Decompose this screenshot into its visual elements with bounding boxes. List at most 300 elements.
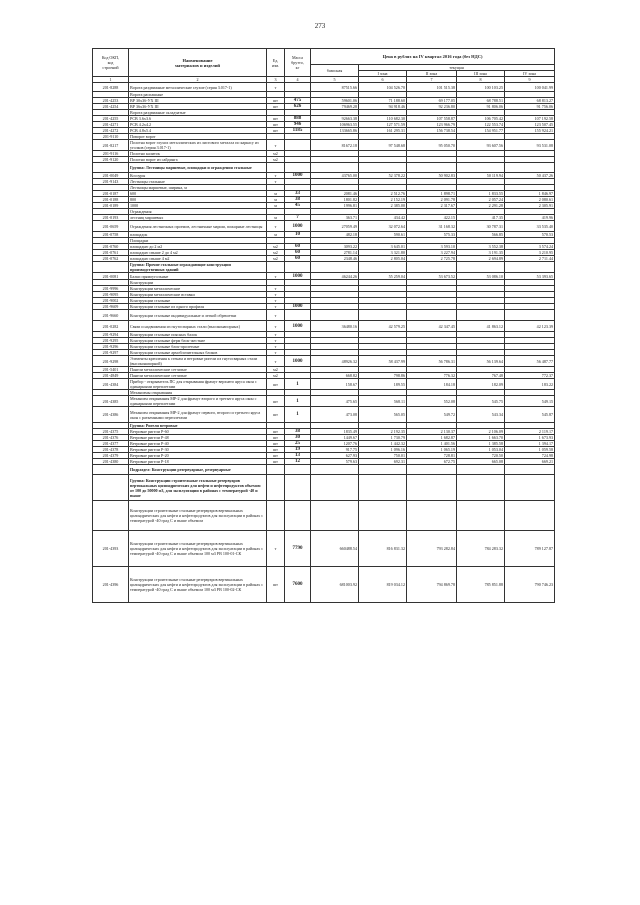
row-zone3: 2 106.09 (457, 429, 505, 435)
row-base: 2081.46 (311, 191, 359, 197)
row-base: 660488.54 (311, 531, 359, 567)
row-code: 201-9996 (93, 286, 129, 292)
row-unit: т (267, 286, 285, 292)
row-code: 201-9095 (93, 292, 129, 298)
row-code: 201-4376 (93, 435, 129, 441)
page-number: 273 (314, 22, 326, 30)
row-name: Панели металлические сетчатые (129, 373, 267, 379)
row-name: Конструкции (129, 280, 267, 286)
row-unit: м (267, 232, 285, 238)
table-group-row (93, 163, 555, 173)
row-zone3: 784 283.32 (457, 531, 505, 567)
row-mass: 60 (285, 244, 311, 250)
row-name: Прибор - открыватель ПС для открывания фрамуг верхнего яруса окон с одинарными переплетами (129, 379, 267, 390)
price-table (92, 48, 555, 603)
row-zone3: 91 806.06 (457, 104, 505, 110)
row-name: Ветровые ригели Р-48 (129, 435, 267, 441)
row-base: 2781.14 (311, 250, 359, 256)
row-code: 201-0758 (93, 232, 129, 238)
row-mass: 1000 (285, 273, 311, 280)
row-code: 201-9295 (93, 338, 129, 344)
row-unit: т (267, 356, 285, 367)
row-mass: 13 (285, 453, 311, 459)
row-name: Лестницы стальные (129, 179, 267, 185)
row-code: 201-4396 (93, 567, 129, 603)
row-zone1: 110 682.30 (359, 116, 407, 122)
row-code: 201-0187 (93, 191, 129, 197)
row-zone1: 3 321.80 (359, 250, 407, 256)
row-zone2: 69 177.05 (407, 98, 457, 104)
row-unit (267, 262, 285, 273)
row-zone2: 776.32 (407, 373, 457, 379)
row-code: 201-9143 (93, 179, 129, 185)
row-zone2: 50 902.83 (407, 173, 457, 179)
row-code: 201-0049 (93, 173, 129, 179)
row-base: 627.93 (311, 453, 359, 459)
row-zone1: 590.61 (359, 232, 407, 238)
row-code: 201-4385 (93, 396, 129, 407)
row-zone1: 97 548.68 (359, 140, 407, 151)
row-zone2: 2 130.37 (407, 429, 457, 435)
row-unit: шт (267, 441, 285, 447)
row-code: 201-9298 (93, 356, 129, 367)
row-mass: 60 (285, 256, 311, 262)
row-zone1: 71 188.60 (359, 98, 407, 104)
row-unit: т (267, 140, 285, 151)
header-price-title: Цена в рублях на IV квартал 2016 года (без НДС) (311, 49, 555, 65)
row-base (311, 501, 359, 531)
row-zone2 (407, 262, 457, 273)
row-name: Конструкции стальные поясных балок (129, 332, 267, 338)
row-zone2 (407, 501, 457, 531)
row-code (93, 501, 129, 531)
row-zone3 (457, 465, 505, 475)
row-zone4 (505, 262, 555, 273)
row-code: 201-0193 (93, 215, 129, 221)
row-zone3: 2 291.28 (457, 203, 505, 209)
table-row (93, 407, 555, 423)
row-name: Ветровые ригели Р-30 (129, 447, 267, 453)
row-zone1: 189.55 (359, 379, 407, 390)
header-code-line2: код (107, 60, 114, 65)
table-row (93, 221, 555, 232)
table-group-row (93, 475, 555, 501)
row-zone4 (505, 475, 555, 501)
header-zone-4: IV зона (505, 71, 555, 77)
row-zone4: 2 305.91 (505, 203, 555, 209)
row-base: 43765.00 (311, 173, 359, 179)
row-base: 1835.49 (311, 429, 359, 435)
row-zone2: 3 593.10 (407, 244, 457, 250)
row-zone3: 100 103.25 (457, 83, 505, 92)
row-code: 201-9660 (93, 310, 129, 321)
row-mass: 1000 (285, 321, 311, 332)
row-code (93, 262, 129, 273)
header-unit (267, 49, 285, 77)
row-name: лестниц маршевых (129, 215, 267, 221)
row-code: 201-0762 (93, 256, 129, 262)
row-mass (285, 475, 311, 501)
header-zone-1: I зона (359, 71, 407, 77)
col-num-8: 8 (457, 77, 505, 83)
col-num-9: 9 (505, 77, 555, 83)
row-unit: т (267, 173, 285, 179)
row-mass: 1000 (285, 173, 311, 179)
row-zone3: 50 119.94 (457, 173, 505, 179)
header-mass-line2: брутто, (291, 60, 304, 65)
row-name: площадок (129, 232, 267, 238)
table-row (93, 83, 555, 92)
row-base (311, 465, 359, 475)
row-base: 668.82 (311, 373, 359, 379)
row-name: Полотно калиток (129, 151, 267, 157)
row-zone4: 545.87 (505, 407, 555, 423)
row-name: Ограждения лестничных проемов, лестничные марши, пожарные лестницы (129, 221, 267, 232)
row-code: 201-9609 (93, 304, 129, 310)
row-zone3: 3 552.38 (457, 244, 505, 250)
row-mass: 1 (285, 396, 311, 407)
row-zone4: 56 487.77 (505, 356, 555, 367)
row-name: Элементы крепления к стенам и ветровые ригели из гнутосварных стали (высоконапорной) (129, 356, 267, 367)
row-unit: шт (267, 122, 285, 128)
row-name: Ветровые ригели Р-20 (129, 453, 267, 459)
row-zone3: 545.75 (457, 396, 505, 407)
row-base: 92663.38 (311, 116, 359, 122)
row-zone1: 2 512.76 (359, 191, 407, 197)
row-zone1: 692.31 (359, 459, 407, 465)
table-row (93, 273, 555, 280)
row-base: 87515.66 (311, 83, 359, 92)
row-zone3 (457, 501, 505, 531)
row-name: Ворота раздвижные складчатые (129, 110, 267, 116)
row-unit: шт (267, 407, 285, 423)
row-name: Ворота раздвижные металлические глухие (серия 3.017-1) (129, 83, 267, 92)
row-mass (285, 310, 311, 321)
row-zone3: 2 057.24 (457, 197, 505, 203)
row-base: 3093.22 (311, 244, 359, 250)
row-zone2: 1 065.19 (407, 447, 457, 453)
row-unit: шт (267, 447, 285, 453)
row-zone1: 161 295.31 (359, 128, 407, 134)
row-name: Конструкции стальные ферм блок-жесткие (129, 338, 267, 344)
col-num-6: 6 (359, 77, 407, 83)
row-mass: 626 (285, 104, 311, 110)
row-zone4: 53 393.65 (505, 273, 555, 280)
row-unit: шт (267, 116, 285, 122)
row-base: 473.08 (311, 407, 359, 423)
row-zone3: 122 553.74 (457, 122, 505, 128)
row-mass: 1000 (285, 221, 311, 232)
row-zone2: 575.33 (407, 232, 457, 238)
row-code: 201-4393 (93, 531, 129, 567)
row-unit: м (267, 191, 285, 197)
row-code: 201-9297 (93, 350, 129, 356)
row-base: 1449.67 (311, 435, 359, 441)
row-zone3: 93 607.56 (457, 140, 505, 151)
row-zone3: 566.85 (457, 232, 505, 238)
row-zone2: 42 347.45 (407, 321, 457, 332)
row-unit: м (267, 215, 285, 221)
row-name: Балки прямоугольные (129, 273, 267, 280)
row-zone1: 42 579.25 (359, 321, 407, 332)
header-mass-line3: кг (295, 65, 300, 70)
row-name: Поворот ворот (129, 134, 267, 140)
row-unit: шт (267, 459, 285, 465)
row-zone1 (359, 310, 407, 321)
row-base (311, 163, 359, 173)
row-zone3 (457, 163, 505, 173)
row-zone1: 55 259.04 (359, 273, 407, 280)
row-base: 917.75 (311, 447, 359, 453)
row-zone3: 1 385.58 (457, 441, 505, 447)
row-code: 201-9296 (93, 344, 129, 350)
row-zone4: 100 041.99 (505, 83, 555, 92)
row-name: Механизм открывания МР-2 для фрамуг второго и третьего яруса окон с одинарными переплетами (129, 396, 267, 407)
row-zone3: 767.48 (457, 373, 505, 379)
row-mass: 19 (285, 447, 311, 453)
row-name: Группа: Прочие стальные ограждающие конструкции производственных зданий (129, 262, 267, 273)
header-unit-line1: Ед. (272, 57, 279, 63)
row-name: РСВ 3.6х3.6 (129, 116, 267, 122)
row-name: Лестницы маршевые, ширина, м (129, 185, 267, 191)
row-unit: т (267, 292, 285, 298)
row-name: Конструкции стальные (129, 298, 267, 304)
row-zone4: 549.15 (505, 396, 555, 407)
row-code: 201-4849 (93, 373, 129, 379)
row-mass (285, 163, 311, 173)
row-name: Площадки (129, 238, 267, 244)
header-mass-line1: Масса (292, 55, 303, 60)
row-zone4: 3 574.24 (505, 244, 555, 250)
row-name: Ветровые ригели Р-18 (129, 459, 267, 465)
row-mass (285, 140, 311, 151)
row-zone1 (359, 501, 407, 531)
row-base: 81672.18 (311, 140, 359, 151)
row-base (311, 475, 359, 501)
row-unit: м2 (267, 373, 285, 379)
row-name: Конструкции стальные армоблочительных блоков (129, 350, 267, 356)
row-zone4: 419.96 (505, 215, 555, 221)
row-unit: м2 (267, 151, 285, 157)
row-base: 482.18 (311, 232, 359, 238)
row-zone4: 50 437.26 (505, 173, 555, 179)
row-zone2: 92 236.80 (407, 104, 457, 110)
row-zone4 (505, 310, 555, 321)
row-base: 79469.28 (311, 104, 359, 110)
row-zone1: 568.11 (359, 396, 407, 407)
row-zone1: 1 730.79 (359, 435, 407, 441)
row-zone3: 543.34 (457, 407, 505, 423)
row-zone1: 3 645.01 (359, 244, 407, 250)
row-code (93, 465, 129, 475)
row-zone4: 2 080.61 (505, 197, 555, 203)
row-zone4: 107 192.58 (505, 116, 555, 122)
row-mass (285, 501, 311, 531)
row-zone4: 789 127.87 (505, 531, 555, 567)
row-zone1 (359, 262, 407, 273)
row-code: 201-4255 (93, 116, 129, 122)
row-zone3 (457, 310, 505, 321)
row-name: Группа: Конструкции строительные стальные резервуаров вертикальных цилиндрических для нефти и нефтепродуктов объемом от 100 до 50000 м3, для эксплуатации в районах с температурой -40 и выше (129, 475, 267, 501)
row-unit: шт (267, 453, 285, 459)
row-zone2: 422.15 (407, 215, 457, 221)
row-zone3: 2 694.89 (457, 256, 505, 262)
row-zone3: 720.50 (457, 453, 505, 459)
row-zone3: 68 788.51 (457, 98, 505, 104)
row-zone3: 56 139.64 (457, 356, 505, 367)
row-base: 59601.06 (311, 98, 359, 104)
table-row (93, 396, 555, 407)
row-code: 201-9294 (93, 332, 129, 338)
row-zone1: 58 437.99 (359, 356, 407, 367)
row-zone4 (505, 501, 555, 531)
row-unit: т (267, 179, 285, 185)
header-current: текущая (359, 65, 555, 71)
row-zone3: 417.35 (457, 215, 505, 221)
row-zone1: 127 571.59 (359, 122, 407, 128)
row-code: 201-4377 (93, 441, 129, 447)
row-name: 800 (129, 197, 267, 203)
row-unit: т (267, 531, 285, 567)
row-zone4: 183.22 (505, 379, 555, 390)
row-base: 2348.46 (311, 256, 359, 262)
row-zone1: 565.05 (359, 407, 407, 423)
row-zone4: 3 210.95 (505, 250, 555, 256)
row-zone4 (505, 465, 555, 475)
row-zone2: 1 401.56 (407, 441, 457, 447)
row-name: площадью до 2 м2 (129, 244, 267, 250)
row-zone2: 2 317.67 (407, 203, 457, 209)
row-name: ВР 30x36-УХ III (129, 98, 267, 104)
header-code-line1: Код ОКП, (101, 55, 120, 60)
row-unit (267, 465, 285, 475)
row-zone3: 1 833.55 (457, 191, 505, 197)
row-name: Конструкции стальные блок-пролетные (129, 344, 267, 350)
row-name: Ограждения (129, 209, 267, 215)
row-zone1: 94 918.46 (359, 104, 407, 110)
row-name: Связи и надвижения из гнутосварных стали (высоконапорных) (129, 321, 267, 332)
row-zone1 (359, 163, 407, 173)
header-code-line3: строений (102, 65, 119, 70)
row-mass: 7 (285, 215, 311, 221)
row-zone2 (407, 475, 457, 501)
row-zone4: 2 119.17 (505, 429, 555, 435)
row-name: Полотно ворот из сайдинга (129, 157, 267, 163)
row-code: 201-4253 (93, 98, 129, 104)
row-code: 201-4380 (93, 459, 129, 465)
row-code: 201-4386 (93, 407, 129, 423)
row-code: 201-9116 (93, 151, 129, 157)
row-zone2: 107 558.87 (407, 116, 457, 122)
row-zone1: 2 805.04 (359, 256, 407, 262)
row-mass (285, 465, 311, 475)
row-zone4: 33 535.40 (505, 221, 555, 232)
row-name: Подраздел: Конструкции резервуарные, резервуарные (129, 465, 267, 475)
row-zone2: 1 898.71 (407, 191, 457, 197)
row-code: 201-4254 (93, 104, 129, 110)
row-name: Ветровые ригели Р-60 (129, 429, 267, 435)
row-name: Конструкции стальные из одного профиля (129, 304, 267, 310)
row-code (93, 475, 129, 501)
row-zone2: 1 682.87 (407, 435, 457, 441)
row-mass: 1 (285, 407, 311, 423)
row-name: Панели металлические сетчатые (129, 367, 267, 373)
row-unit: т (267, 310, 285, 321)
table-row (93, 356, 555, 367)
row-mass: 38 (285, 197, 311, 203)
row-zone3: 1 663.70 (457, 435, 505, 441)
row-code: 201-0659 (93, 221, 129, 232)
price-table-wrapper (92, 48, 554, 603)
row-base: 1207.76 (311, 441, 359, 447)
row-zone1: 2 152.19 (359, 197, 407, 203)
row-name: Полотна ворот глухих металлических из листового металла по каркасу из уголков (серия 3.017-1) (129, 140, 267, 151)
row-unit: т (267, 273, 285, 280)
row-name: Группа: Лестницы маршевые, площадки и ограждения стальные (129, 163, 267, 173)
row-zone3 (457, 475, 505, 501)
row-unit: шт (267, 104, 285, 110)
row-code: 201-4272 (93, 128, 129, 134)
row-zone2: 549.72 (407, 407, 457, 423)
header-name-line2: материалов и изделий (175, 62, 220, 68)
row-name: Конструкции строительные стальные резервуаров вертикальных цилиндрических для нефти и нефтепродуктов для эксплуатации в районах с температурой -40 град С и выше объемом 100 м3 РВ 100-02-СК (129, 567, 267, 603)
row-name: Конструкции металлические (129, 286, 267, 292)
row-zone4: 570.53 (505, 232, 555, 238)
row-zone2: 793 282.84 (407, 531, 457, 567)
row-mass (285, 262, 311, 273)
row-code: 201-0081 (93, 273, 129, 280)
col-num-7: 7 (407, 77, 457, 83)
row-mass: 33 (285, 191, 311, 197)
header-base: базисная (311, 65, 359, 77)
row-base: 681003.92 (311, 567, 359, 603)
row-unit (267, 163, 285, 173)
row-zone1: 819 034.12 (359, 567, 407, 603)
table-group-row (93, 262, 555, 273)
row-zone2: 184.18 (407, 379, 457, 390)
header-zone-2: II зона (407, 71, 457, 77)
row-unit: шт (267, 379, 285, 390)
row-unit: т (267, 221, 285, 232)
row-base: 27059.49 (311, 221, 359, 232)
row-zone1: 104 526.70 (359, 83, 407, 92)
row-unit: т (267, 321, 285, 332)
row-mass: 7600 (285, 567, 311, 603)
row-code: 201-9002 (93, 298, 129, 304)
row-mass: 10 (285, 232, 311, 238)
row-zone3: 182.09 (457, 379, 505, 390)
table-group-row (93, 465, 555, 475)
row-zone1 (359, 465, 407, 475)
row-unit: м2 (267, 256, 285, 262)
col-num-1: 1 (93, 77, 129, 83)
row-zone4: 1 673.93 (505, 435, 555, 441)
row-name: площадью свыше 2 до 4 м2 (129, 250, 267, 256)
row-name: Конструкции строительные стальные резервуаров вертикальных цилиндрических для нефти и нефтепродуктов для эксплуатации в районах с температурой -40 град С и выше объемом (129, 501, 267, 531)
row-zone1: 1 442.32 (359, 441, 407, 447)
row-code: 201-4379 (93, 453, 129, 459)
row-zone1: 750.01 (359, 453, 407, 459)
row-zone3: 785 851.88 (457, 567, 505, 603)
row-zone1: 52 378.22 (359, 173, 407, 179)
table-row (93, 321, 555, 332)
row-code: 201-8288 (93, 83, 129, 92)
row-base: 46244.26 (311, 273, 359, 280)
row-zone2 (407, 465, 457, 475)
row-zone1: 816 831.32 (359, 531, 407, 567)
row-base: 1996.81 (311, 203, 359, 209)
row-name: Косоуры (129, 173, 267, 179)
